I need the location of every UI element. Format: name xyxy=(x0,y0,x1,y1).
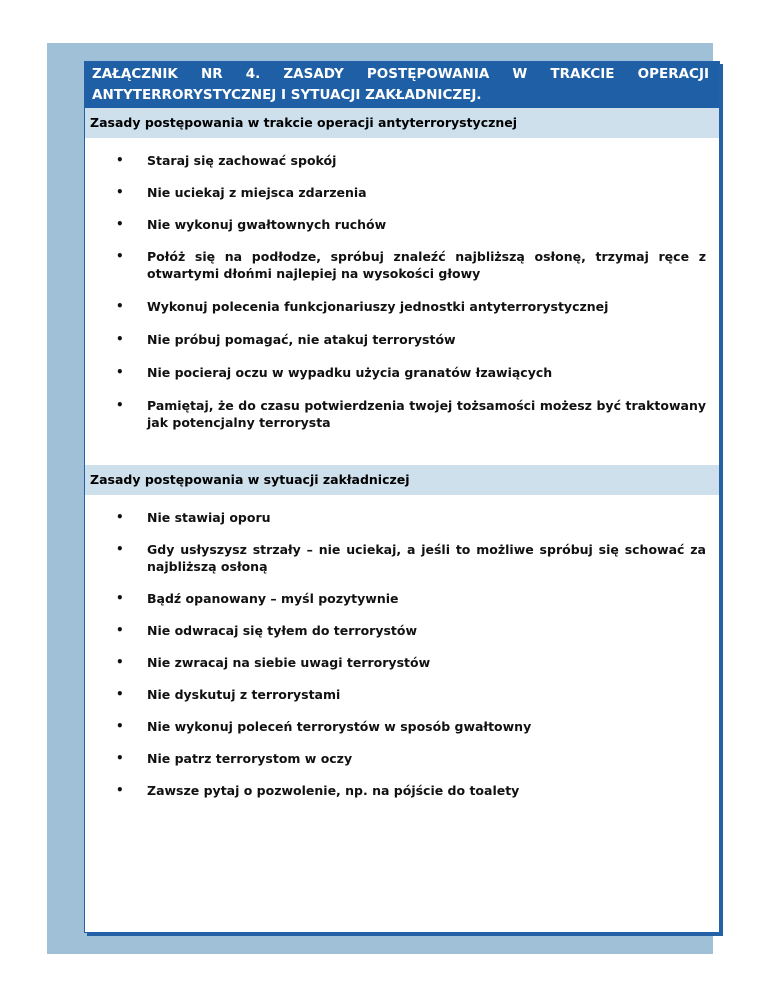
document-title-line-1: ZAŁĄCZNIK NR 4. ZASADY POSTĘPOWANIA W TRAKCIE OPERACJI xyxy=(92,66,709,82)
title-bar xyxy=(85,62,719,108)
list-item-text: Nie próbuj pomagać, nie atakuj terrorystów xyxy=(147,332,456,347)
bullet-icon: • xyxy=(116,623,124,637)
bullet-icon: • xyxy=(116,783,124,797)
bullet-icon: • xyxy=(116,249,124,263)
section-header-hostage-situation: Zasady postępowania w sytuacji zakładniczej xyxy=(85,465,719,495)
bullet-icon: • xyxy=(116,299,124,313)
list-item-text: Nie wykonuj poleceń terrorystów w sposób gwałtowny xyxy=(147,719,532,734)
bullet-icon: • xyxy=(116,687,124,701)
list-item-text: Nie pocieraj oczu w wypadku użycia granatów łzawiących xyxy=(147,365,553,380)
bullet-icon: • xyxy=(116,185,124,199)
list-item-text: Zawsze pytaj o pozwolenie, np. na pójście do toalety xyxy=(147,783,520,798)
list-item-text: Nie wykonuj gwałtownych ruchów xyxy=(147,217,387,232)
list-item-text: Nie patrz terrorystom w oczy xyxy=(147,751,353,766)
bullet-icon: • xyxy=(116,655,124,669)
bullet-icon: • xyxy=(116,542,124,556)
list-item-text: Nie uciekaj z miejsca zdarzenia xyxy=(147,185,367,200)
document-title-line-2: ANTYTERRORYSTYCZNEJ I SYTUACJI ZAKŁADNICZEJ. xyxy=(92,87,482,103)
list-item-text: Gdy usłyszysz strzały – nie uciekaj, a jeśli to możliwe spróbuj się schować za najbliższą osłoną xyxy=(147,542,706,574)
section-header-antiterrorist-operation: Zasady postępowania w trakcie operacji antyterrorystycznej xyxy=(85,108,719,138)
list-item-text: Staraj się zachować spokój xyxy=(147,153,337,168)
list-item-text: Połóż się na podłodze, spróbuj znaleźć najbliższą osłonę, trzymaj ręce z otwartymi dłońmi najlepiej na wysokości głowy xyxy=(147,249,706,281)
document-card xyxy=(84,61,720,933)
bullet-icon: • xyxy=(116,398,124,412)
list-item-text: Nie stawiaj oporu xyxy=(147,510,271,525)
list-item-text: Nie odwracaj się tyłem do terrorystów xyxy=(147,623,418,638)
bullet-icon: • xyxy=(116,217,124,231)
bullet-icon: • xyxy=(116,510,124,524)
list-item-text: Wykonuj polecenia funkcjonariuszy jednostki antyterrorystycznej xyxy=(147,299,609,314)
bullet-icon: • xyxy=(116,719,124,733)
bullet-icon: • xyxy=(116,751,124,765)
bullet-icon: • xyxy=(116,332,124,346)
bullet-icon: • xyxy=(116,365,124,379)
list-item-text: Bądź opanowany – myśl pozytywnie xyxy=(147,591,399,606)
list-item-text: Pamiętaj, że do czasu potwierdzenia twojej tożsamości możesz być traktowany jak potencjalny terrorysta xyxy=(147,398,706,430)
list-item-text: Nie dyskutuj z terrorystami xyxy=(147,687,341,702)
bullet-icon: • xyxy=(116,591,124,605)
list-item-text: Nie zwracaj na siebie uwagi terrorystów xyxy=(147,655,431,670)
bullet-icon: • xyxy=(116,153,124,167)
